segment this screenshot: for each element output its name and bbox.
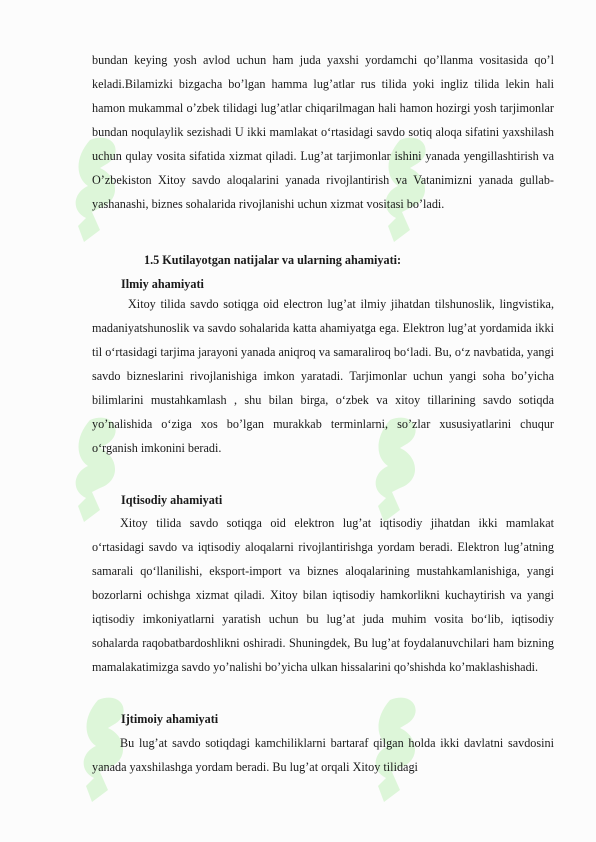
iqtisodiy-paragraph: Xitoy tilida savdo sotiqga oid elektron lug’at iqtisodiy jihatdan ikki mamlakat o‘rtasidagi savdo va iqtisodiy aloqalarni rivojlantirishga yordam beradi. Elektron lug’atning samarali qo‘llanilishi, eksport-import va biznes aloqalarining mustahkamlanishiga, yangi bozorlarni ochishga xizmat qiladi. Xitoy bilan iqtisodiy hamkorlikni kuchaytirish va yangi iqtisodiy imkoniyatlarni yaratish uchun bu lug’at juda muhim vosita bo‘lib, iqtisodiy sohalarda raqobatbardoshlikni oshiradi. Shuningdek, Bu lug’at foydalanuvchilari ham bizning mamalakatimizga savdo yo’nalishi bo’yicha ulkan hissalarini qo’shishda ko’maklashishadi. bbox=[92, 516, 554, 674]
ilmiy-heading: Ilmiy ahamiyati bbox=[121, 277, 204, 291]
intro-paragraph: bundan keying yosh avlod uchun ham juda yaxshi yordamchi qo’llanma vositasida qo’l keladi.Bilamizki bizgacha bo’lgan hamma lug’atlar rus tilida yoki ingliz tilida lekin hali hamon mukammal o’zbek tilidagi lug’atlar chiqarilmagan hali hamon hozirgi yosh tarjimonlar bundan noqulaylik sezishadi U ikki mamlakat o‘rtasidagi savdo sotiq aloqa sifatini yaxshilash uchun qulay vosita sifatida xizmat qiladi. Lug’at tarjimonlar ishini yanada yengillashtirish va O’zbekiston Xitoy savdo aloqalarini yanada rivojlantirish va Vatanimizni yanada gullab-yashanashi, biznes sohalarida rivojlanishi uchun xizmat vositasi bo’ladi. bbox=[92, 53, 554, 211]
iqtisodiy-heading: Iqtisodiy ahamiyati bbox=[121, 493, 223, 507]
ijtimoiy-paragraph: Bu lug’at savdo sotiqdagi kamchiliklarni bartaraf qilgan holda ikki davlatni savdosini yanada yaxshilashga yordam beradi. Bu lug’at orqali Xitoy tilidagi bbox=[92, 736, 554, 774]
section-heading: 1.5 Kutilayotgan natijalar va ularning ahamiyati: bbox=[144, 253, 402, 267]
ilmiy-paragraph: Xitoy tilida savdo sotiqga oid electron lug’at ilmiy jihatdan tilshunoslik, lingvistika, madaniyatshunoslik va savdo sohalarida katta ahamiyatga ega. Elektron lug’at yordamida ikki til o‘rtasidagi tarjima jarayoni yanada aniqroq va samaraliroq bo‘ladi. Bu, o‘z navbatida, yangi savdo bizneslarini rivojlanishiga imkon yaratadi. Tarjimonlar uchun yangi soha bo’yicha bilimlarini mustahkamlash , shu bilan birga, o‘zbek va xitoy tillarining savdo sotiqda yo’nalishida o‘ziga xos bo’lgan murakkab terminlarni, so’zlar xususiyatlarini chuqur o‘rganish imkonini beradi. bbox=[92, 297, 554, 455]
ijtimoiy-heading: Ijtimoiy ahamiyati bbox=[121, 712, 219, 726]
